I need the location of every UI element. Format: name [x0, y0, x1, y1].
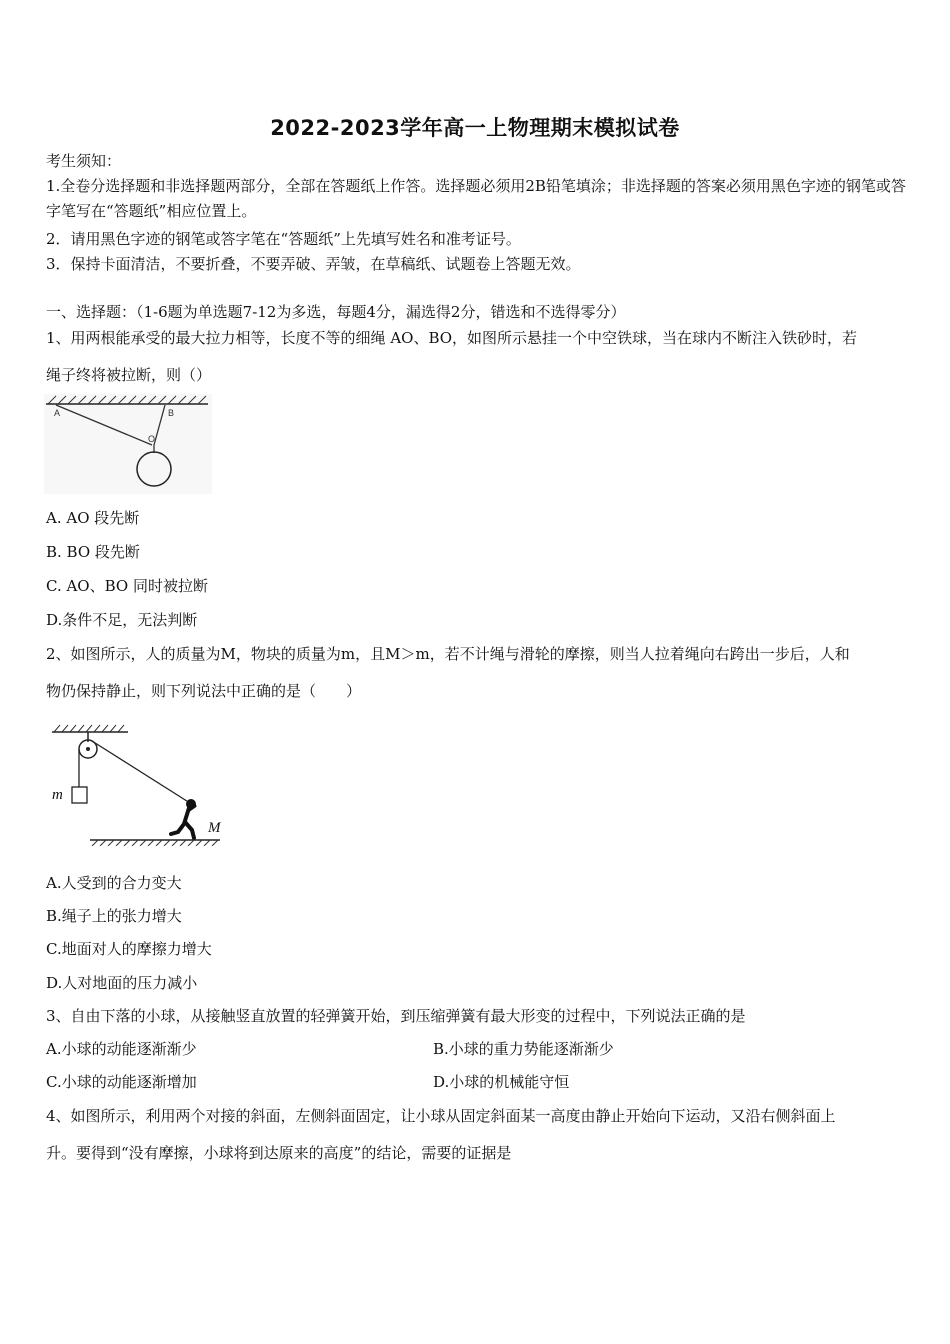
question-1-option-a: A. AO 段先断	[46, 509, 140, 527]
question-1-option-c: C. AO、BO 同时被拉断	[46, 577, 208, 595]
pulley-axle	[86, 747, 90, 751]
block-m	[72, 787, 87, 803]
ground-hatching	[92, 840, 218, 846]
question-1-stem-line1: 1、用两根能承受的最大拉力相等，长度不等的细绳 AO、BO，如图所示悬挂一个中空铁球，当在球内不断注入铁砂时，若	[46, 329, 858, 347]
question-2-option-d: D.人对地面的压力减小	[46, 974, 198, 992]
label-o: O	[148, 434, 156, 444]
question-3-stem: 3、自由下落的小球，从接触竖直放置的轻弹簧开始，到压缩弹簧有最大形变的过程中，下列说法正确的是	[46, 1007, 746, 1025]
question-2-option-b: B.绳子上的张力增大	[46, 907, 182, 925]
notice-heading: 考生须知：	[46, 152, 122, 170]
label-b: B	[168, 408, 175, 418]
label-a: A	[54, 408, 61, 418]
person-figure	[171, 800, 196, 839]
question-3-option-a: A.小球的动能逐渐渐少	[46, 1040, 197, 1058]
question-1-option-b: B. BO 段先断	[46, 543, 140, 561]
notice-item-3: 3．保持卡面清洁，不要折叠，不要弄破、弄皱，在草稿纸、试题卷上答题无效。	[46, 255, 581, 273]
figure-background	[44, 394, 212, 494]
question-1-stem-line2: 绳子终将被拉断，则（）	[46, 366, 212, 384]
question-4-stem-line1: 4、如图所示，利用两个对接的斜面，左侧斜面固定，让小球从固定斜面某一高度由静止开始向下运动，又沿右侧斜面上	[46, 1107, 836, 1125]
question-3-option-b: B.小球的重力势能逐渐渐少	[433, 1040, 614, 1058]
question-3-option-c: C.小球的动能逐渐增加	[46, 1073, 197, 1091]
label-m: m	[52, 787, 63, 803]
label-M: M	[208, 820, 221, 836]
rope-to-person	[92, 741, 190, 803]
section-heading: 一、选择题：（1-6题为单选题7-12为多选，每题4分，漏选得2分，错选和不选得零分）	[46, 303, 626, 321]
notice-item-2: 2．请用黑色字迹的钢笔或答字笔在“答题纸”上先填写姓名和准考证号。	[46, 230, 521, 248]
page-title: 2022-2023学年高一上物理期末模拟试卷	[270, 116, 680, 140]
question-2-option-a: A.人受到的合力变大	[46, 874, 182, 892]
question-2-figure	[48, 722, 230, 846]
question-4-stem-line2: 升。要得到“没有摩擦，小球将到达原来的高度”的结论，需要的证据是	[46, 1144, 512, 1162]
question-1-option-d: D.条件不足，无法判断	[46, 611, 198, 629]
question-3-option-d: D.小球的机械能守恒	[433, 1073, 570, 1091]
question-2-stem-line1: 2、如图所示，人的质量为M，物块的质量为m，且M＞m，若不计绳与滑轮的摩擦，则当人拉着绳向右跨出一步后，人和	[46, 645, 850, 663]
question-2-option-c: C.地面对人的摩擦力增大	[46, 940, 212, 958]
question-1-figure	[44, 394, 212, 494]
ceiling-hatching	[54, 725, 124, 732]
question-2-stem-line2: 物仍保持静止，则下列说法中正确的是（ ）	[46, 682, 362, 700]
notice-item-1: 1.全卷分选择题和非选择题两部分，全部在答题纸上作答。选择题必须用2B铅笔填涂；非选择题的答案必须用黑色字迹的钢笔或答字笔写在“答题纸”相应位置上。	[46, 177, 906, 220]
